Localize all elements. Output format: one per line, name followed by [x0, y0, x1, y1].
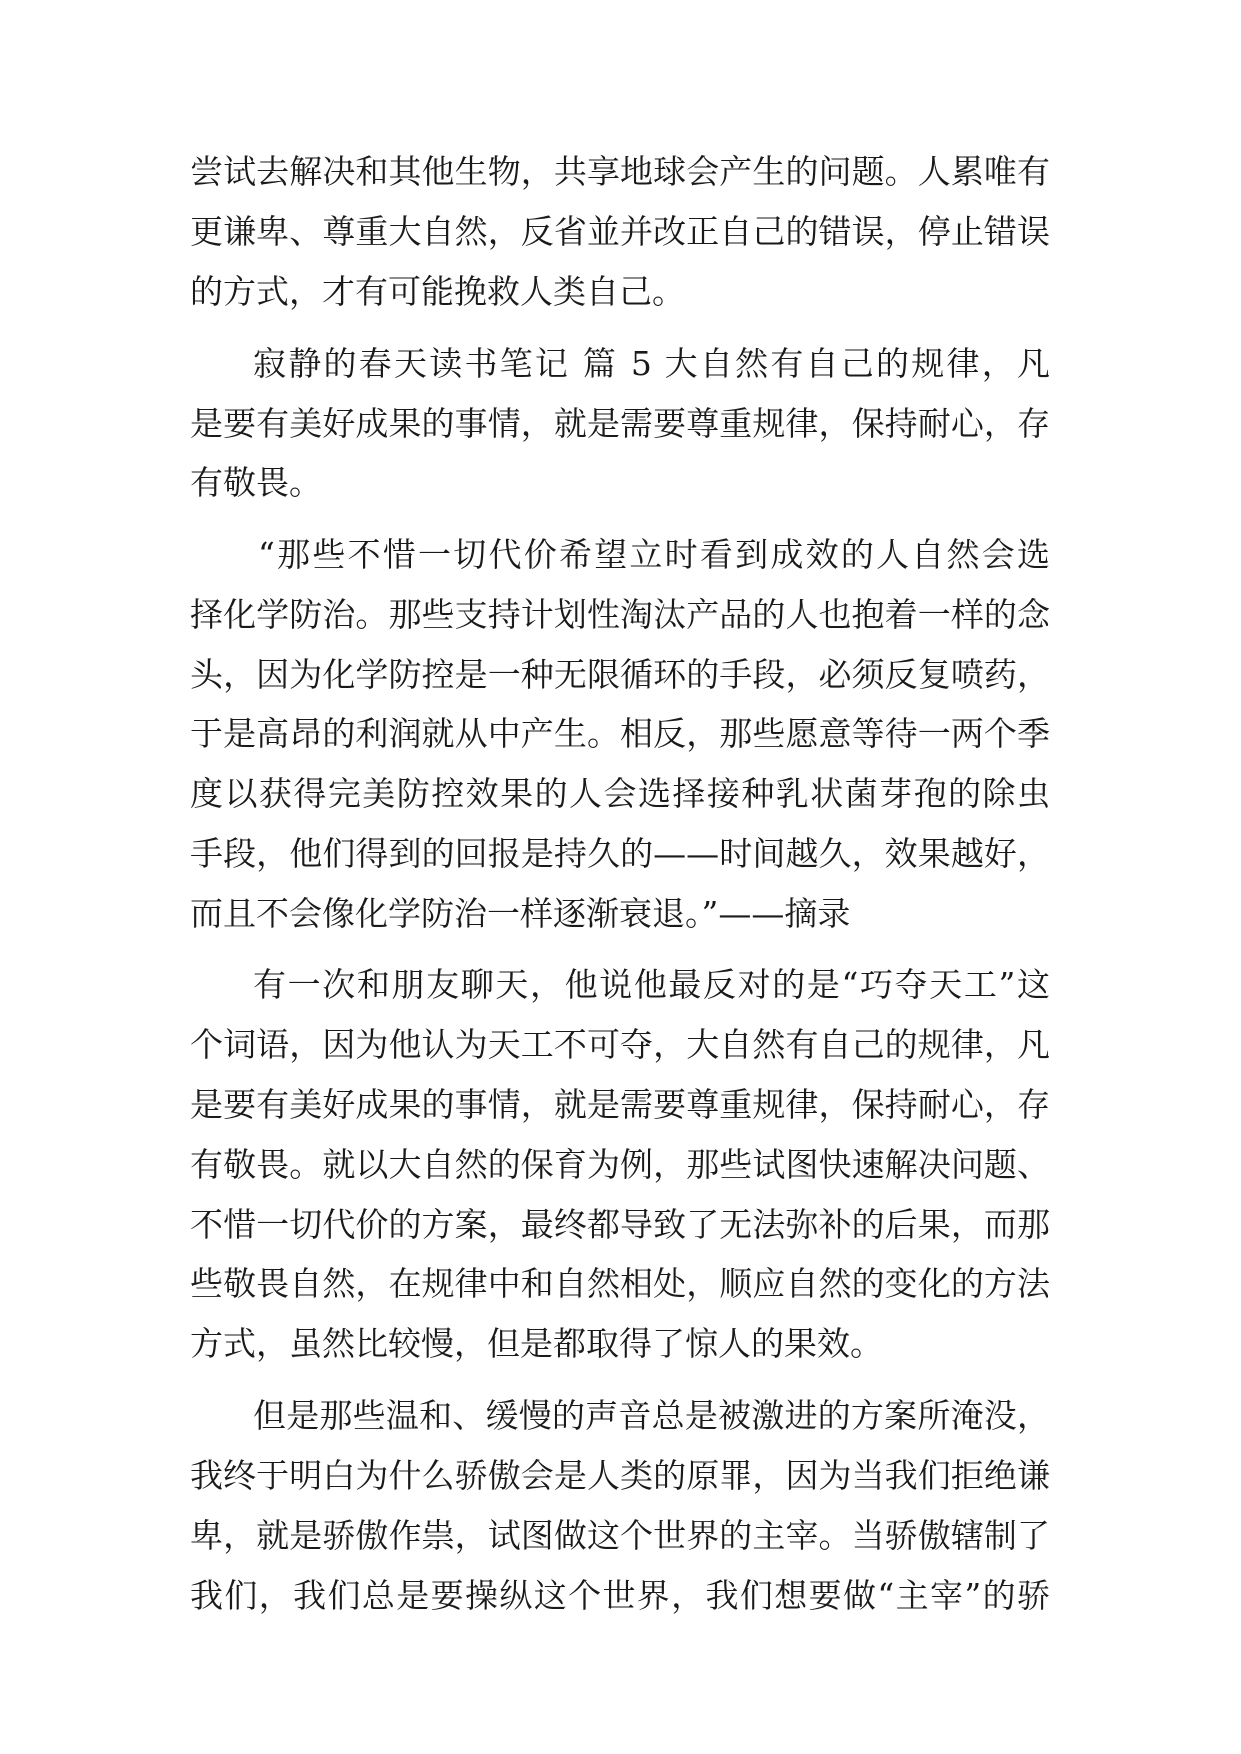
- text-line: 的方式，才有可能挽救人类自己。: [190, 272, 685, 311]
- text-line: 个词语，因为他认为天工不可夺，大自然有自己的规律，凡: [190, 1025, 1050, 1064]
- text-line: 于是高昂的利润就从中产生。相反，那些愿意等待一两个季: [190, 714, 1050, 753]
- text-line: “那些不惜一切代价希望立时看到成效的人自然会选: [258, 535, 1050, 574]
- text-line: 有一次和朋友聊天，他说他最反对的是“巧夺天工”这: [253, 965, 1050, 1004]
- text-line: 是要有美好成果的事情，就是需要尊重规律，保持耐心，存: [190, 1085, 1050, 1124]
- text-line: 不惜一切代价的方案，最终都导致了无法弥补的后果，而那: [190, 1205, 1050, 1244]
- text-line: 尝试去解决和其他生物，共享地球会产生的问题。人累唯有: [190, 152, 1050, 191]
- text-line: 但是那些温和、缓慢的声音总是被激进的方案所淹没，: [253, 1396, 1050, 1435]
- text-line: 更谦卑、尊重大自然，反省並并改正自己的错误，停止错误: [190, 212, 1050, 251]
- text-line: 有敬畏。: [190, 463, 322, 502]
- text-line: 择化学防治。那些支持计划性淘汰产品的人也抱着一样的念: [190, 595, 1050, 634]
- text-line: 手段，他们得到的回报是持久的——时间越久，效果越好，: [190, 834, 1050, 873]
- text-line: 有敬畏。就以大自然的保育为例，那些试图快速解决问题、: [190, 1145, 1050, 1184]
- text-line: 我终于明白为什么骄傲会是人类的原罪，因为当我们拒绝谦: [190, 1456, 1050, 1495]
- text-line: 是要有美好成果的事情，就是需要尊重规律，保持耐心，存: [190, 404, 1050, 443]
- paragraph-heading-line: 寂静的春天读书笔记 篇 5 大自然有自己的规律，凡: [253, 344, 1050, 383]
- text-line: 而且不会像化学防治一样逐渐衰退。”——摘录: [190, 894, 851, 933]
- text-line: 头，因为化学防控是一种无限循环的手段，必须反复喷药，: [190, 655, 1050, 694]
- text-line: 度以获得完美防控效果的人会选择接种乳状菌芽孢的除虫: [190, 774, 1050, 813]
- text-line: 卑，就是骄傲作祟，试图做这个世界的主宰。当骄傲辖制了: [190, 1516, 1050, 1555]
- text-line: 方式，虽然比较慢，但是都取得了惊人的果效。: [190, 1324, 883, 1363]
- text-line: 些敬畏自然，在规律中和自然相处，顺应自然的变化的方法: [190, 1264, 1050, 1303]
- text-line: 我们，我们总是要操纵这个世界，我们想要做“主宰”的骄: [190, 1576, 1050, 1615]
